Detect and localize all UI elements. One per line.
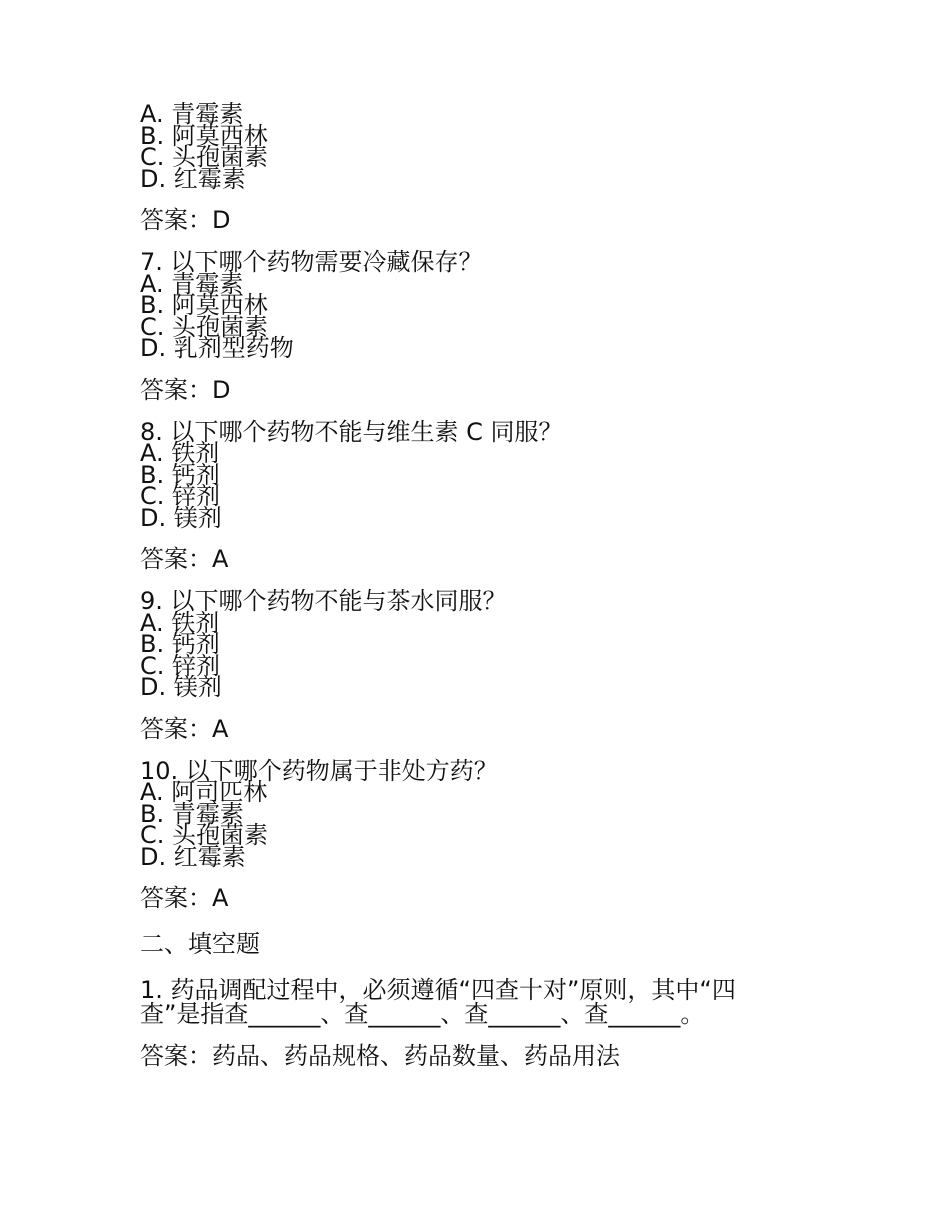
option-d: D. 红霉素: [140, 842, 246, 871]
document-page: [140, 100, 820, 1088]
question-9-block: [140, 587, 820, 743]
option-c: C. 头孢菌素: [140, 143, 269, 171]
option-b: B. 钙剂: [140, 630, 220, 658]
answer-text: 答案：D: [140, 206, 231, 234]
question-8-block: [140, 417, 820, 574]
option-a: A. 铁剂: [140, 439, 220, 467]
answer-text: 答案：A: [140, 545, 229, 573]
section-title: 二、填空题: [140, 930, 260, 958]
option-d: D. 红霉素: [140, 164, 246, 193]
option-c: C. 头孢菌素: [140, 312, 269, 341]
option-d: D. 镁剂: [140, 503, 222, 532]
option-c: C. 锌剂: [140, 482, 221, 510]
option-b: B. 阿莫西林: [140, 121, 268, 150]
option-b: B. 青霉素: [140, 799, 244, 828]
question-6-block: [140, 100, 820, 234]
answer-text: 答案：D: [140, 375, 231, 404]
question-7-block: [140, 248, 820, 404]
option-a: A. 青霉素: [140, 269, 244, 298]
question-text: 10. 以下哪个药物属于非处方药？: [140, 756, 498, 785]
question-text-line-2: 查”是指查______、查______、查______、查______。: [140, 1000, 705, 1028]
option-c: C. 锌剂: [140, 651, 221, 680]
option-a: A. 青霉素: [140, 100, 244, 128]
question-text: 9. 以下哪个药物不能与茶水同服？: [140, 587, 507, 615]
question-text: 7. 以下哪个药物需要冷藏保存？: [140, 248, 483, 276]
question-text-line-1: 1. 药品调配过程中，必须遵循“四查十对”原则，其中“四: [140, 976, 736, 1004]
option-b: B. 阿莫西林: [140, 291, 268, 319]
question-text: 8. 以下哪个药物不能与维生素 C 同服？: [140, 417, 563, 446]
option-b: B. 钙剂: [140, 460, 220, 489]
option-d: D. 乳剂型药物: [140, 334, 294, 362]
answer-text: 答案：A: [140, 714, 229, 743]
question-10-block: [140, 756, 820, 913]
option-a: A. 铁剂: [140, 608, 220, 637]
option-c: C. 头孢菌素: [140, 821, 269, 849]
option-d: D. 镁剂: [140, 673, 222, 701]
fill-in-section: [140, 930, 820, 1070]
answer-text: 答案：药品、药品规格、药品数量、药品用法: [140, 1042, 620, 1070]
option-a: A. 阿司匹林: [140, 778, 268, 806]
answer-text: 答案：A: [140, 884, 229, 912]
